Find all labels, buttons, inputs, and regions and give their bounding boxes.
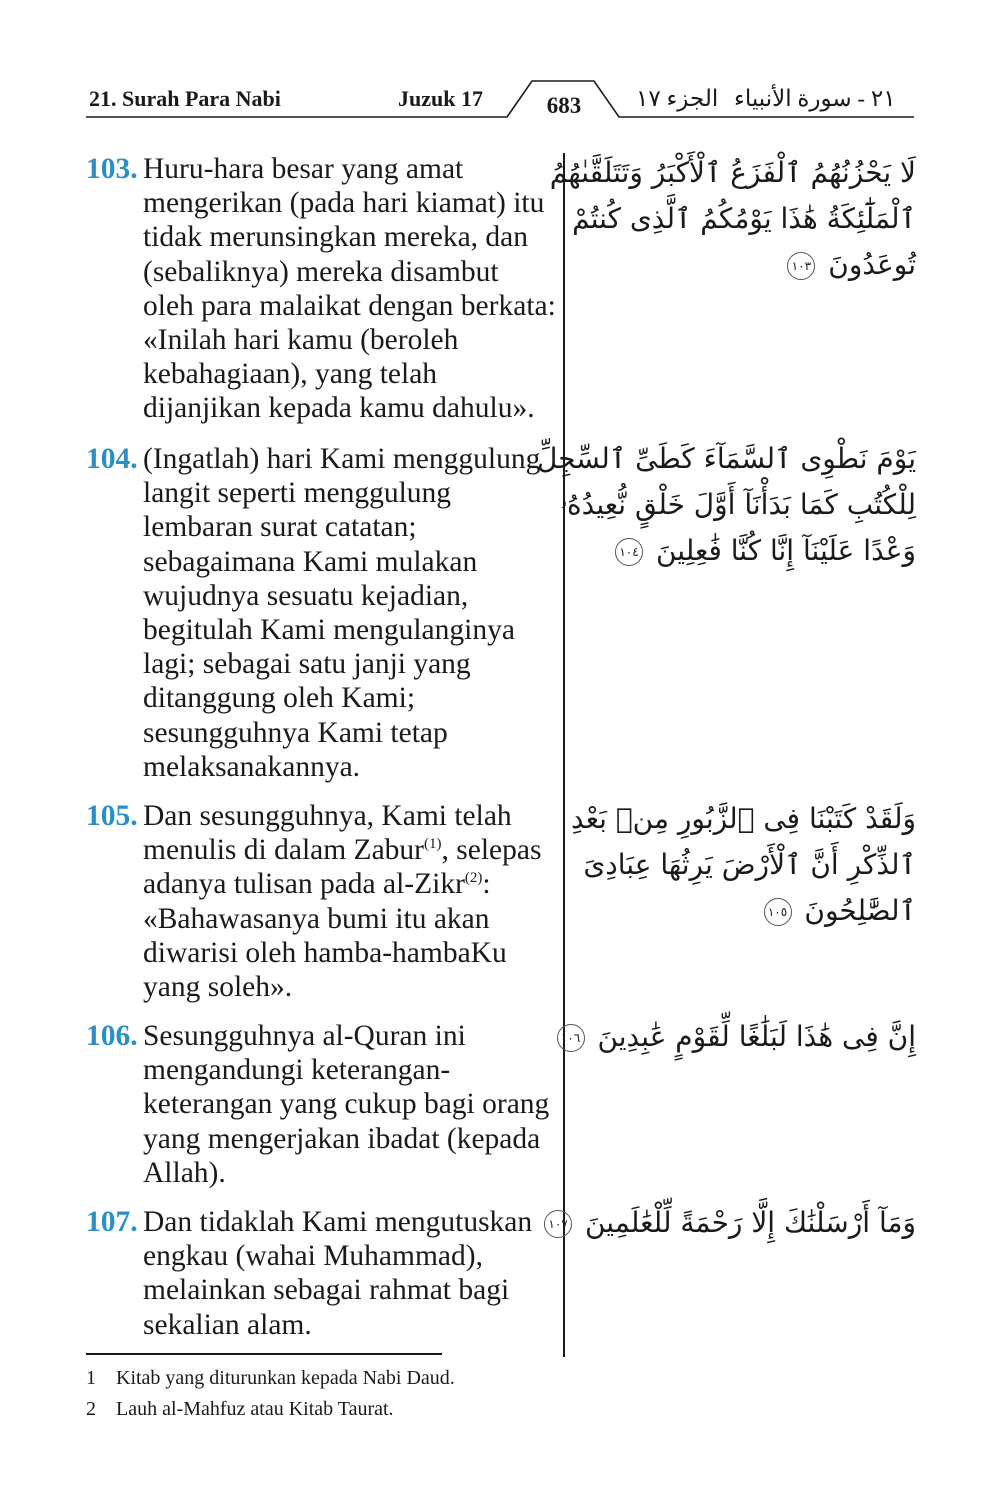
verse-105 [86,799,556,1004]
ayah-marker-icon: ١٠٣ [787,252,815,280]
header-surah-latin: 21. Surah Para Nabi [89,86,281,111]
header-juzuk: Juzuk 17 [398,86,483,111]
verse-106 [86,1019,556,1190]
footnote-2 [86,1397,394,1421]
ayah-marker-icon: ١٠٧ [544,1210,572,1238]
column-divider [563,153,565,1357]
arabic-line: ٱلذِّكْرِ أَنَّ ٱلْأَرْضَ يَرِثُهَا عِبَادِىَ [583,848,916,881]
verse-104-arabic [537,436,916,574]
footnote-number: 1 [86,1367,96,1389]
arabic-line: ٱلْمَلَٰٓئِكَةُ هَٰذَا يَوْمُكُمُ ٱلَّذِى كُنتُمْ [572,202,916,235]
footnote-1 [86,1366,455,1390]
footnote-rule [86,1353,442,1355]
verse-text-part: , selepas adanya tulisan pada al-Zikr [143,834,542,901]
verse-number: 107. [86,1206,138,1238]
arabic-line: يَوْمَ نَطْوِى ٱلسَّمَآءَ كَطَىِّ ٱلسِّجِلِّ [537,442,916,475]
arabic-line: وَعْدًا عَلَيْنَآ إِنَّا كُنَّا فَٰعِلِينَ [655,534,916,567]
footnote-number: 2 [86,1398,96,1420]
header-surah-arabic: ٢١ - سورة الأنبياء [734,86,896,111]
verse-number: 103. [86,153,138,185]
verse-text-part: Dan sesungguhnya, Kami telah menulis di dalam Zabur [143,800,512,867]
arabic-line: لَا يَحْزُنُهُمُ ٱلْفَزَعُ ٱلْأَكْبَرُ وَتَتَلَقَّىٰهُمُ [549,156,916,189]
verse-103 [86,152,556,426]
verse-translation: Huru-hara besar yang amat mengerikan (pada hari kiamat) itu tidak merunsingkan mereka, dan (sebaliknya) mereka disambut oleh para malaikat dengan berkata: «Inilah hari kamu (beroleh kebahagiaan), yang telah dijanjikan kepada kamu dahulu». [143,153,556,425]
footnote-text: Kitab yang diturunkan kepada Nabi Daud. [116,1367,455,1389]
verse-106-arabic [557,1014,916,1060]
header-rule [0,0,1000,130]
footnote-text: Lauh al-Mahfuz atau Kitab Taurat. [116,1398,394,1420]
verse-105-arabic [571,796,916,934]
footnote-ref-2[interactable]: (2) [464,870,483,887]
ayah-marker-icon: ١٠٥ [764,898,792,926]
verse-text-part: : «Bahawasanya bumi itu akan diwarisi oleh hamba-hambaKu yang soleh». [143,868,507,1004]
verse-104 [86,442,556,784]
arabic-line: وَلَقَدْ كَتَبْنَا فِى ٱلزَّبُورِ مِنۢ بَعْدِ [570,802,916,835]
verse-number: 106. [86,1020,138,1052]
verse-107-arabic [544,1200,916,1246]
arabic-line: لِلْكُتُبِ كَمَا بَدَأْنَآ أَوَّلَ خَلْقٍ نُّعِيدُهُۥ [559,488,916,521]
verse-number: 104. [86,443,138,475]
arabic-line: إِنَّ فِى هَٰذَا لَبَلَٰغًا لِّقَوْمٍ عَٰبِدِينَ [597,1020,916,1053]
verse-translation [143,799,556,1004]
ayah-marker-icon: ١٠٦ [557,1024,585,1052]
arabic-line: تُوعَدُونَ [828,248,916,281]
verse-translation: Dan tidaklah Kami mengutuskan engkau (wahai Muhammad), melainkan sebagai rahmat bagi sekalian alam. [143,1206,533,1341]
verse-translation: (Ingatlah) hari Kami menggulung langit seperti menggulung lembaran surat catatan; sebagaimana Kami mulakan wujudnya sesuatu kejadian, begitulah Kami mengulanginya lagi; sebagai satu janji yang ditanggung oleh Kami; sesungguhnya Kami tetap melaksanakannya. [143,443,541,783]
page-number: 683 [546,93,582,118]
verse-103-arabic [550,150,916,288]
verse-number: 105. [86,800,138,832]
header-juz-arabic: الجزء ١٧ [636,86,719,111]
arabic-line: ٱلصَّٰلِحُونَ [804,894,916,927]
footnote-ref-1[interactable]: (1) [424,836,442,853]
arabic-line: وَمَآ أَرْسَلْنَٰكَ إِلَّا رَحْمَةً لِّلْعَٰلَمِينَ [584,1206,916,1239]
ayah-marker-icon: ١٠٤ [615,538,643,566]
verse-107 [86,1205,556,1342]
verse-translation: Sesungguhnya al-Quran ini mengandungi keterangan-keterangan yang cukup bagi orang yang mengerjakan ibadat (kepada Allah). [143,1020,550,1189]
